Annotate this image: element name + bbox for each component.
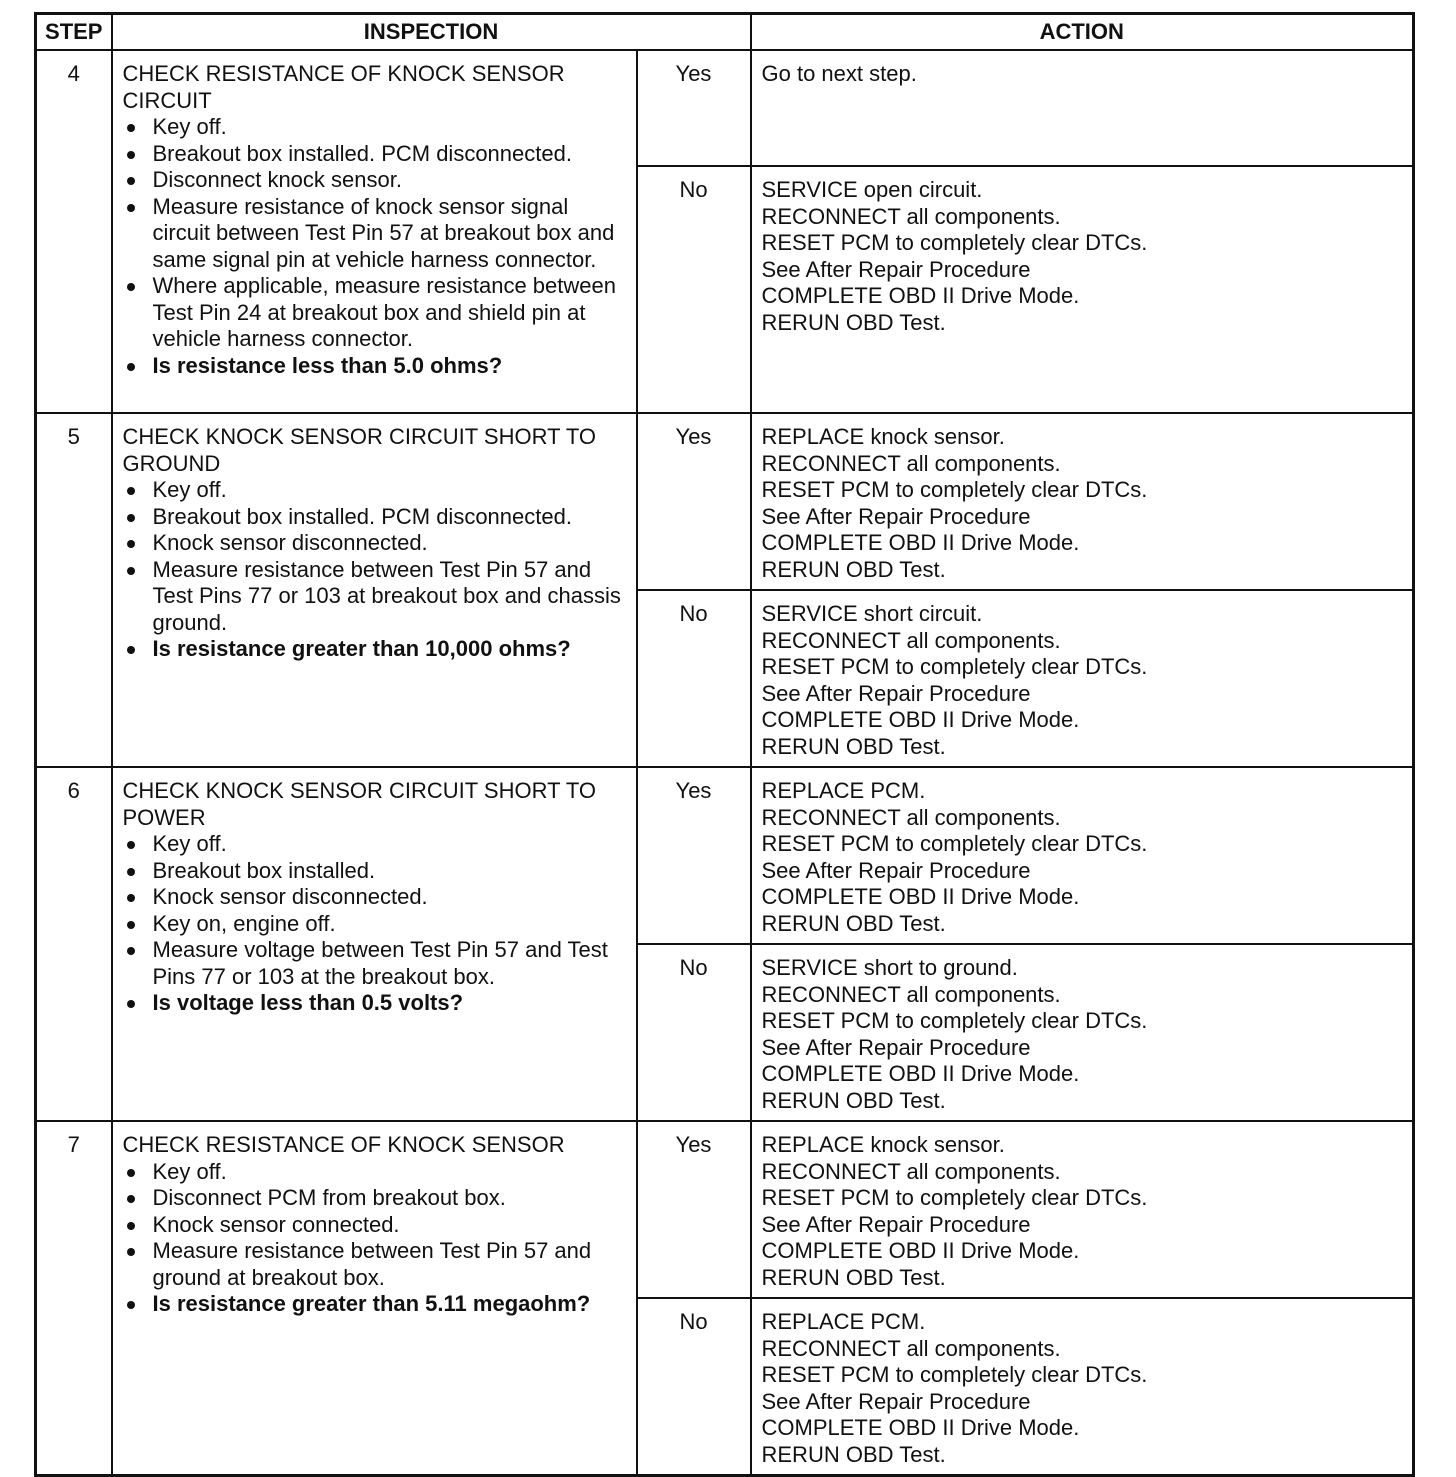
action-line: RESET PCM to completely clear DTCs. — [761, 477, 1148, 502]
action-line: REPLACE knock sensor. — [761, 1132, 1005, 1157]
inspection-cell — [112, 50, 637, 413]
action-line: See After Repair Procedure — [761, 503, 1031, 529]
diagnostic-document — [34, 12, 1412, 1477]
step-7-yes-row — [36, 1121, 1414, 1298]
inspection-bullet: Measure voltage between Test Pin 57 and Test Pins 77 or 103 at the breakout box. — [123, 937, 628, 990]
action-line: See After Repair Procedure — [761, 680, 1031, 706]
header-step: STEP — [36, 14, 112, 51]
action-no-cell — [751, 166, 1414, 413]
action-line: RESET PCM to completely clear DTCs. — [761, 1008, 1148, 1033]
inspection-question: Is resistance greater than 5.11 megaohm? — [123, 1291, 628, 1318]
action-line: RECONNECT all components. — [761, 1158, 1061, 1184]
inspection-bullet: Measure resistance of knock sensor signal circuit between Test Pin 57 at breakout box and same signal pin at vehicle harness connector. — [123, 194, 628, 274]
action-line: See After Repair Procedure — [761, 256, 1031, 282]
action-line: RECONNECT all components. — [761, 627, 1061, 653]
answer-no: No — [637, 944, 751, 1121]
table-header — [36, 14, 1414, 51]
action-line: RERUN OBD Test. — [761, 1264, 946, 1290]
action-no-cell — [751, 944, 1414, 1121]
action-line: RERUN OBD Test. — [761, 309, 946, 335]
inspection-question: Is resistance less than 5.0 ohms? — [123, 353, 628, 380]
action-line: REPLACE PCM. — [761, 778, 926, 803]
action-line: RERUN OBD Test. — [761, 556, 946, 582]
action-yes-cell — [751, 413, 1414, 590]
action-line: RECONNECT all components. — [761, 203, 1061, 229]
inspection-bullet: Key off. — [123, 114, 628, 141]
inspection-title: CHECK KNOCK SENSOR CIRCUIT SHORT TO GROUND — [122, 424, 596, 476]
action-line: Go to next step. — [761, 61, 917, 86]
action-yes-cell — [751, 1121, 1414, 1298]
answer-yes: Yes — [637, 50, 751, 166]
inspection-bullet: Knock sensor connected. — [123, 1212, 628, 1239]
inspection-bullet: Measure resistance between Test Pin 57 and ground at breakout box. — [123, 1238, 628, 1291]
inspection-bullet: Knock sensor disconnected. — [123, 530, 628, 557]
action-no-cell — [751, 1298, 1414, 1476]
inspection-cell — [112, 767, 637, 1121]
action-line: COMPLETE OBD II Drive Mode. — [761, 707, 1080, 732]
action-line: RESET PCM to completely clear DTCs. — [761, 230, 1148, 255]
action-line: RESET PCM to completely clear DTCs. — [761, 654, 1148, 679]
action-line: COMPLETE OBD II Drive Mode. — [761, 283, 1080, 308]
step-number: 4 — [36, 50, 112, 413]
step-6-yes-row — [36, 767, 1414, 944]
action-line: RESET PCM to completely clear DTCs. — [761, 1362, 1148, 1387]
action-line: RECONNECT all components. — [761, 450, 1061, 476]
inspection-bullet: Where applicable, measure resistance between Test Pin 24 at breakout box and shield pin at vehicle harness connector. — [123, 273, 628, 353]
answer-no: No — [637, 590, 751, 767]
action-line: SERVICE short circuit. — [761, 601, 983, 626]
inspection-bullet: Breakout box installed. PCM disconnected. — [123, 141, 628, 168]
action-line: See After Repair Procedure — [761, 1388, 1031, 1414]
answer-yes: Yes — [637, 413, 751, 590]
inspection-list — [123, 477, 628, 663]
inspection-cell — [112, 413, 637, 767]
header-inspection: INSPECTION — [112, 14, 751, 51]
inspection-question: Is resistance greater than 10,000 ohms? — [123, 636, 628, 663]
action-line: RECONNECT all components. — [761, 981, 1061, 1007]
inspection-title: CHECK RESISTANCE OF KNOCK SENSOR — [122, 1132, 565, 1157]
step-4-yes-row — [36, 50, 1414, 166]
header-action: ACTION — [751, 14, 1414, 51]
action-line: RERUN OBD Test. — [761, 1441, 946, 1467]
answer-yes: Yes — [637, 767, 751, 944]
action-no-cell — [751, 590, 1414, 767]
inspection-bullet: Knock sensor disconnected. — [123, 884, 628, 911]
action-line: COMPLETE OBD II Drive Mode. — [761, 1061, 1080, 1086]
action-line: RERUN OBD Test. — [761, 733, 946, 759]
action-line: COMPLETE OBD II Drive Mode. — [761, 1415, 1080, 1440]
inspection-title: CHECK KNOCK SENSOR CIRCUIT SHORT TO POWER — [122, 778, 596, 830]
action-line: COMPLETE OBD II Drive Mode. — [761, 530, 1080, 555]
action-line: RERUN OBD Test. — [761, 1087, 946, 1113]
action-line: RESET PCM to completely clear DTCs. — [761, 831, 1148, 856]
action-line: RERUN OBD Test. — [761, 910, 946, 936]
inspection-bullet: Key off. — [123, 1159, 628, 1186]
inspection-question: Is voltage less than 0.5 volts? — [123, 990, 628, 1017]
action-line: REPLACE PCM. — [761, 1309, 926, 1334]
inspection-cell — [112, 1121, 637, 1476]
action-line: SERVICE open circuit. — [761, 177, 983, 202]
action-line: COMPLETE OBD II Drive Mode. — [761, 884, 1080, 909]
action-line: See After Repair Procedure — [761, 857, 1031, 883]
action-yes-cell — [751, 50, 1414, 166]
inspection-bullet: Key on, engine off. — [123, 911, 628, 938]
step-number: 7 — [36, 1121, 112, 1476]
inspection-list — [123, 1159, 628, 1318]
action-line: REPLACE knock sensor. — [761, 424, 1005, 449]
answer-no: No — [637, 1298, 751, 1476]
action-line: SERVICE short to ground. — [761, 955, 1018, 980]
inspection-bullet: Disconnect PCM from breakout box. — [123, 1185, 628, 1212]
step-5-yes-row — [36, 413, 1414, 590]
inspection-bullet: Disconnect knock sensor. — [123, 167, 628, 194]
action-line: See After Repair Procedure — [761, 1211, 1031, 1237]
inspection-title: CHECK RESISTANCE OF KNOCK SENSOR CIRCUIT — [122, 61, 565, 113]
inspection-bullet: Breakout box installed. PCM disconnected. — [123, 504, 628, 531]
answer-yes: Yes — [637, 1121, 751, 1298]
action-line: RECONNECT all components. — [761, 804, 1061, 830]
inspection-bullet: Key off. — [123, 477, 628, 504]
diagnostic-table — [34, 12, 1415, 1477]
step-number: 6 — [36, 767, 112, 1121]
inspection-bullet: Measure resistance between Test Pin 57 and Test Pins 77 or 103 at breakout box and chassis ground. — [123, 557, 628, 637]
action-line: COMPLETE OBD II Drive Mode. — [761, 1238, 1080, 1263]
action-line: See After Repair Procedure — [761, 1034, 1031, 1060]
inspection-bullet: Breakout box installed. — [123, 858, 628, 885]
action-line: RESET PCM to completely clear DTCs. — [761, 1185, 1148, 1210]
step-number: 5 — [36, 413, 112, 767]
action-yes-cell — [751, 767, 1414, 944]
inspection-list — [123, 831, 628, 1017]
inspection-bullet: Key off. — [123, 831, 628, 858]
action-line: RECONNECT all components. — [761, 1335, 1061, 1361]
answer-no: No — [637, 166, 751, 413]
inspection-list — [123, 114, 628, 379]
